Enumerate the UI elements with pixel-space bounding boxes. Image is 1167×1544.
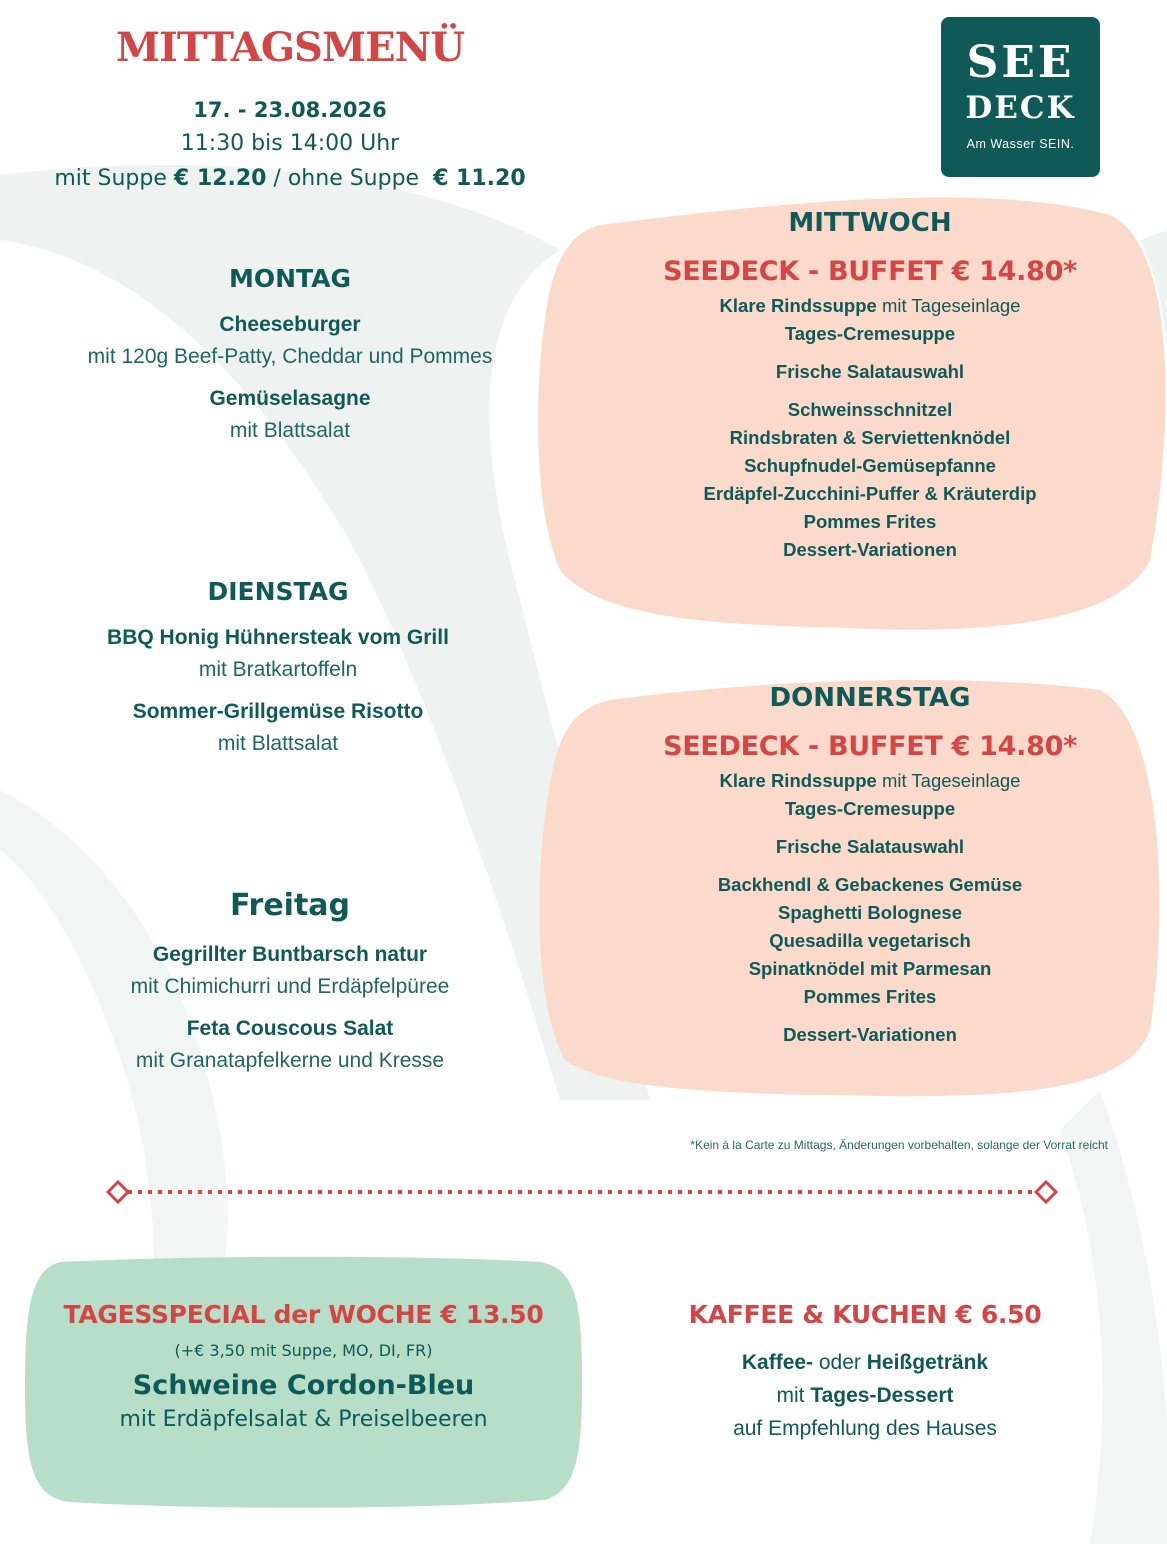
buffet-item: Backhendl & Gebackenes Gemüse <box>717 874 1023 895</box>
buffet-item: Spaghetti Bolognese <box>778 902 962 923</box>
kaffee-bold1: Kaffee- <box>741 1351 814 1374</box>
footnote: *Kein à la Carte zu Mittags, Änderungen vorbehalten, solange der Vorrat reicht <box>690 1138 1108 1152</box>
buffet-item: Pommes Frites <box>803 511 937 532</box>
day-heading: DIENSTAG <box>207 577 349 606</box>
buffet-soup <box>570 770 1167 792</box>
special-subtitle: (+€ 3,50 mit Suppe, MO, DI, FR) <box>174 1341 433 1360</box>
kaffee-pre: mit <box>776 1384 811 1407</box>
buffet-item: Spinatknödel mit Parmesan <box>748 958 992 979</box>
dish-description: mit Blattsalat <box>217 732 339 755</box>
buffet-item: Dessert-Variationen <box>783 539 957 560</box>
kaffee-dessert: Tages-Dessert <box>810 1384 954 1407</box>
price-without-soup: € 11.20 <box>433 166 526 191</box>
buffet-price: SEEDECK - BUFFET € 14.80* <box>663 256 1077 287</box>
kaffee-mid: oder <box>813 1351 867 1374</box>
soup-name: Klare Rindssuppe <box>719 295 877 316</box>
buffet-price: SEEDECK - BUFFET € 14.80* <box>663 731 1077 762</box>
divider-diamond <box>108 1182 128 1202</box>
special-title: TAGESSPECIAL der WOCHE € 13.50 <box>63 1300 544 1329</box>
dish-description: mit Blattsalat <box>229 419 351 442</box>
day-donnerstag <box>570 683 1167 1046</box>
buffet-item: Tages-Cremesuppe <box>784 798 956 819</box>
dish-name: Gegrillter Buntbarsch natur <box>152 943 428 966</box>
dish-name: BBQ Honig Hühnersteak vom Grill <box>107 626 449 649</box>
price-with-soup: € 12.20 <box>173 166 267 191</box>
buffet-item: Schupfnudel-Gemüsepfanne <box>744 455 996 476</box>
day-heading: Freitag <box>229 888 351 923</box>
price-line <box>40 166 540 191</box>
buffet-item: Erdäpfel-Zucchini-Puffer & Kräuterdip <box>703 483 1037 504</box>
day-montag <box>40 264 540 443</box>
kaffee-kuchen <box>590 1300 1140 1441</box>
dish-name: Feta Couscous Salat <box>186 1017 394 1040</box>
soup-extra: mit Tageseinlage <box>876 770 1021 791</box>
price-separator: / <box>266 166 288 191</box>
day-dienstag <box>28 577 528 756</box>
special-description: mit Erdäpfelsalat & Preiselbeeren <box>119 1407 488 1432</box>
soup-name: Klare Rindssuppe <box>719 770 877 791</box>
date-range: 17. - 23.08.2026 <box>193 98 387 122</box>
kaffee-title: KAFFEE & KUCHEN € 6.50 <box>688 1300 1042 1329</box>
special-dish: Schweine Cordon-Bleu <box>132 1370 475 1401</box>
dish-description: mit 120g Beef-Patty, Cheddar und Pommes <box>87 345 493 368</box>
dish-name: Sommer-Grillgemüse Risotto <box>132 700 424 723</box>
soup-extra: mit Tageseinlage <box>876 295 1021 316</box>
page-title: MITTAGSMENÜ <box>115 24 465 71</box>
day-heading: MITTWOCH <box>788 208 952 238</box>
buffet-item: Frische Salatauswahl <box>775 836 965 857</box>
buffet-item: Schweinsschnitzel <box>787 399 953 420</box>
dish-name: Gemüselasagne <box>209 387 371 410</box>
day-freitag <box>40 888 540 1073</box>
buffet-item: Rindsbraten & Serviettenknödel <box>729 427 1011 448</box>
opening-hours: 11:30 bis 14:00 Uhr <box>180 131 400 156</box>
seedeck-logo <box>941 17 1100 177</box>
buffet-item: Dessert-Variationen <box>783 1024 957 1045</box>
buffet-item: Quesadilla vegetarisch <box>769 930 971 951</box>
dish-description: mit Granatapfelkerne und Kresse <box>135 1049 445 1072</box>
divider-diamond <box>1036 1182 1056 1202</box>
kaffee-line1 <box>590 1351 1140 1375</box>
kaffee-line3: auf Empfehlung des Hauses <box>733 1417 997 1440</box>
logo-line1: SEE <box>966 37 1075 88</box>
day-heading: DONNERSTAG <box>769 683 971 713</box>
weekly-special <box>25 1300 582 1432</box>
buffet-item: Frische Salatauswahl <box>775 361 965 382</box>
price-without-soup-label: ohne Suppe <box>287 166 420 191</box>
buffet-soup <box>570 295 1167 317</box>
kaffee-line2 <box>590 1384 1140 1408</box>
dish-description: mit Chimichurri und Erdäpfelpüree <box>130 975 450 998</box>
logo-line2: DECK <box>965 90 1076 126</box>
day-mittwoch <box>570 208 1167 561</box>
dish-name: Cheeseburger <box>219 313 361 336</box>
day-heading: MONTAG <box>228 264 352 293</box>
dish-description: mit Bratkartoffeln <box>198 658 358 681</box>
price-with-soup-label: mit Suppe <box>54 166 167 191</box>
buffet-item: Pommes Frites <box>803 986 937 1007</box>
kaffee-bold2: Heißgetränk <box>866 1351 989 1374</box>
logo-tagline: Am Wasser SEIN. <box>966 137 1075 151</box>
buffet-item: Tages-Cremesuppe <box>784 323 956 344</box>
